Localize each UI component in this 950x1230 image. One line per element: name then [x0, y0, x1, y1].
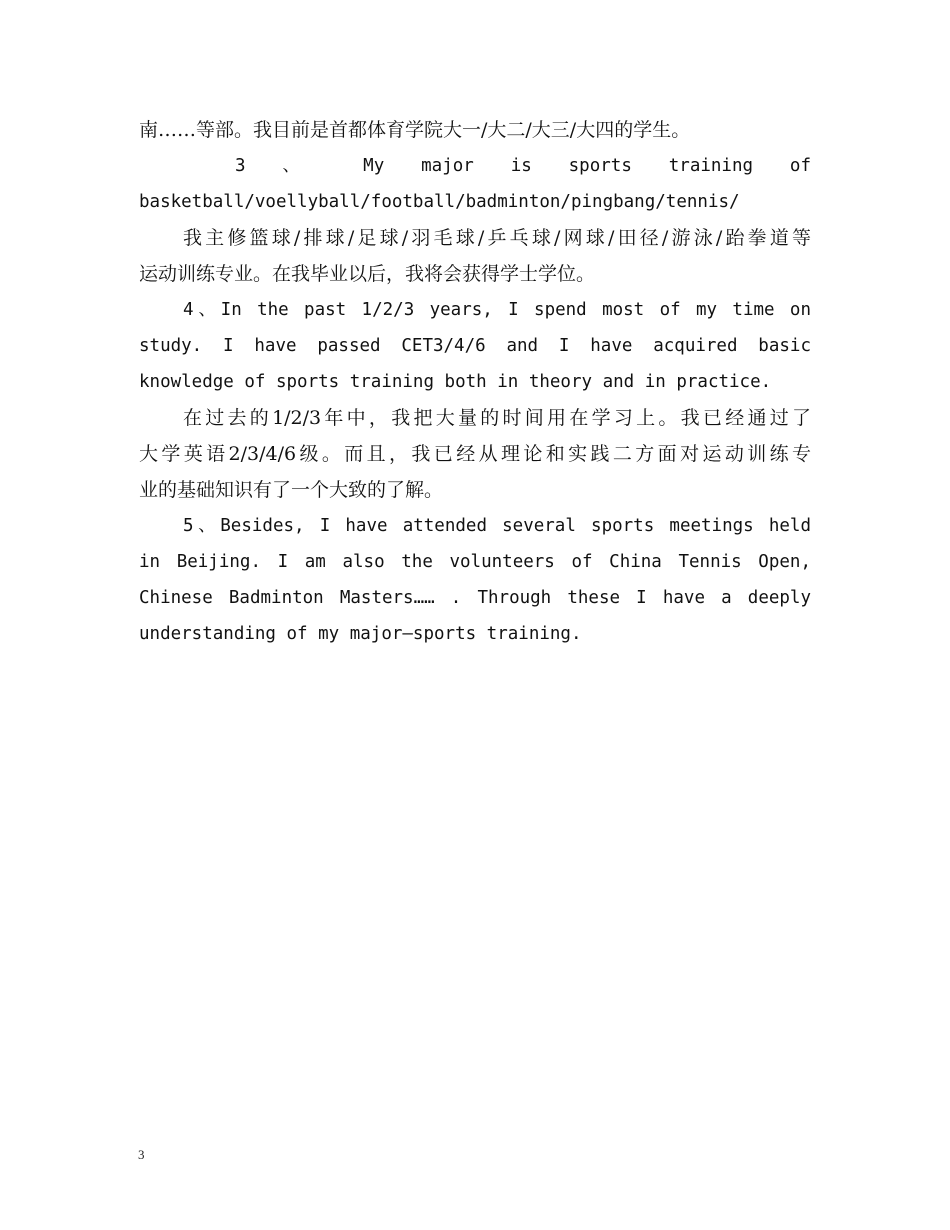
paragraph-line: knowledge of sports training both in theory and in practice.	[139, 372, 772, 392]
document-body	[139, 112, 811, 652]
paragraph-line: understanding of my major—sports training.	[139, 624, 582, 644]
paragraph-line: study. I have passed CET3/4/6 and I have acquired basic	[139, 336, 811, 356]
paragraph-line: in Beijing. I am also the volunteers of China Tennis Open,	[139, 552, 811, 572]
paragraph-line: 南……等部。我目前是首都体育学院大一/大二/大三/大四的学生。	[139, 119, 691, 141]
paragraph-line: 业的基础知识有了一个大致的了解。	[139, 479, 444, 501]
paragraph-line: 4、In the past 1/2/3 years, I spend most of my time on	[183, 300, 811, 320]
paragraph-line: 在过去的1/2/3年中，我把大量的时间用在学习上。我已经通过了	[183, 407, 811, 429]
paragraph-line: 我主修篮球/排球/足球/羽毛球/乒乓球/网球/田径/游泳/跆拳道等	[183, 227, 811, 249]
paragraph-line: basketball/voellyball/football/badminton/pingbang/tennis/	[139, 192, 740, 212]
page-number: 3	[138, 1147, 145, 1162]
paragraph-line: 5、Besides, I have attended several sports meetings held	[183, 516, 811, 536]
paragraph-line: 大学英语2/3/4/6级。而且，我已经从理论和实践二方面对运动训练专	[139, 443, 811, 465]
paragraph-line: 运动训练专业。在我毕业以后，我将会获得学士学位。	[139, 263, 596, 285]
paragraph-line: Chinese Badminton Masters…… . Through these I have a deeply	[139, 588, 811, 608]
paragraph-line: 3 、 My major is sports training of	[235, 156, 811, 176]
